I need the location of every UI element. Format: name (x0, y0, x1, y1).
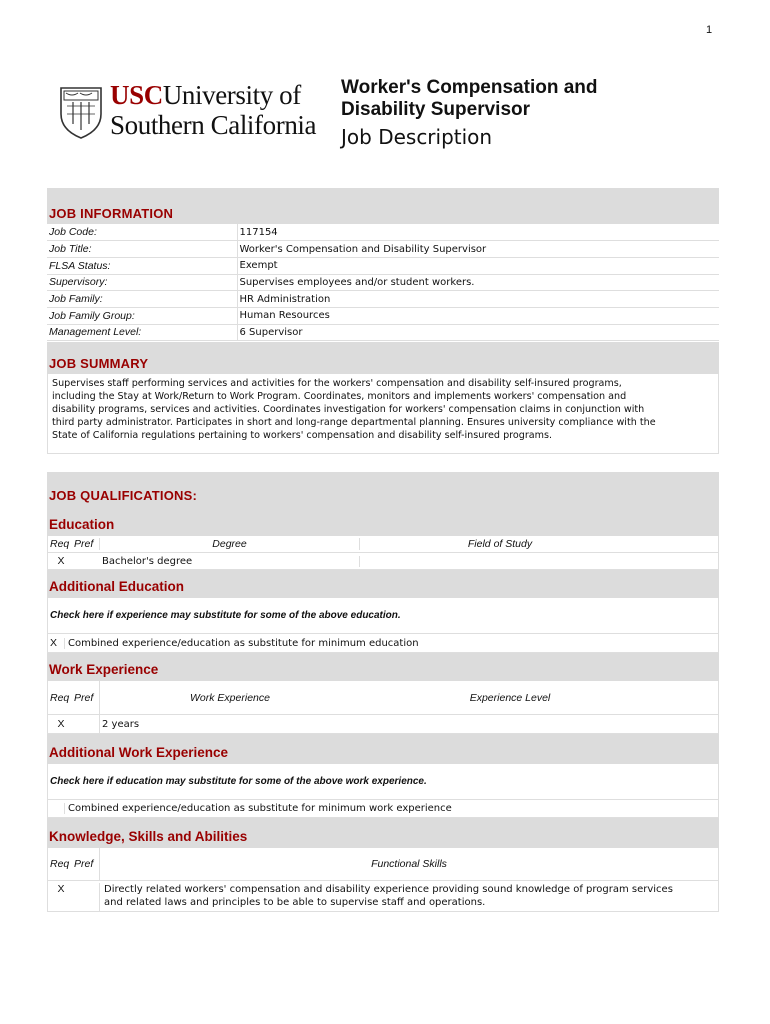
info-label: Job Title: (47, 241, 237, 258)
summary-line: including the Stay at Work/Return to Work Program. Coordinates, monitors and implements workers' compensation and (52, 391, 627, 402)
col-req: Req (50, 858, 70, 870)
summary-line: State of California regulations pertaining to workers' compensation and disability self-insured programs. (52, 430, 553, 441)
ksa-text (100, 883, 673, 909)
additional-work-experience-row (47, 800, 719, 818)
info-value: Exempt (237, 257, 719, 274)
logo-line-1 (110, 82, 301, 109)
additional-work-experience-header (47, 734, 719, 764)
additional-education-row (47, 634, 719, 653)
ksa-header-row (48, 848, 718, 881)
job-information-section (47, 188, 719, 341)
logo-usc: USC (110, 80, 163, 110)
table-row (47, 307, 719, 324)
table-row (47, 274, 719, 291)
education-heading: Education (49, 517, 115, 532)
usc-logo (58, 82, 328, 142)
col-pref: Pref (74, 848, 100, 880)
info-label: Supervisory: (47, 274, 237, 291)
education-degree: Bachelor's degree (100, 556, 360, 567)
job-summary-section (47, 342, 719, 454)
col-req: Req (50, 691, 70, 704)
info-label: FLSA Status: (47, 257, 237, 274)
summary-line: Supervises staff performing services and activities for the workers' compensation and disability self-insured programs, (52, 378, 622, 389)
additional-education-mark: X (50, 637, 58, 649)
additional-education-header (47, 570, 719, 598)
ksa-pref-mark (74, 883, 100, 911)
work-experience-header (47, 653, 719, 681)
logo-southern-california: Southern California (110, 110, 317, 140)
info-label: Management Level: (47, 324, 237, 341)
work-experience-table (47, 681, 719, 734)
job-information-heading: JOB INFORMATION (49, 206, 174, 221)
ksa-header (47, 818, 719, 848)
title-subtitle: Job Description (341, 125, 493, 149)
additional-education-text: Combined experience/education as substitute for minimum education (64, 638, 419, 649)
additional-education-heading: Additional Education (49, 579, 184, 594)
additional-work-experience-text: Combined experience/education as substitute for minimum work experience (64, 803, 452, 814)
table-row (48, 553, 718, 570)
ksa-line: and related laws and principles to be able to supervise staff and operations. (104, 897, 486, 908)
col-degree: Degree (100, 538, 360, 550)
col-field-of-study: Field of Study (467, 538, 533, 550)
work-experience-pref-mark (74, 715, 100, 733)
work-experience-value: 2 years (102, 718, 140, 730)
job-qualifications-header (47, 472, 719, 506)
ksa-table (47, 848, 719, 912)
col-req: Req (50, 538, 70, 550)
info-value: Human Resources (237, 307, 719, 324)
info-value: 6 Supervisor (237, 324, 719, 341)
col-work-experience: Work Experience (190, 691, 270, 704)
additional-work-experience-note-row (47, 764, 719, 800)
additional-work-experience-heading: Additional Work Experience (49, 745, 229, 760)
education-req-mark: X (57, 555, 65, 567)
job-information-header (47, 188, 719, 224)
summary-line: disability programs, services and activities. Coordinates investigation for workers' compensation claims in conjunction with (52, 404, 645, 415)
col-pref: Pref (74, 681, 100, 714)
document-title (341, 77, 721, 150)
usc-shield-icon (58, 84, 104, 140)
table-row (47, 224, 719, 241)
work-experience-header-row (48, 681, 718, 715)
additional-education-note-row (47, 598, 719, 634)
info-label: Job Family Group: (47, 307, 237, 324)
table-row (47, 241, 719, 258)
info-label: Job Code: (47, 224, 237, 241)
ksa-line: Directly related workers' compensation and disability experience providing sound knowledge of program services (104, 884, 673, 895)
title-line-2: Disability Supervisor (341, 99, 531, 120)
education-table (47, 536, 719, 570)
job-information-table (47, 224, 719, 341)
info-value: Worker's Compensation and Disability Supervisor (237, 241, 719, 258)
table-row (47, 324, 719, 341)
col-experience-level: Experience Level (469, 691, 551, 704)
page-number: 1 (706, 24, 713, 36)
info-value: 117154 (237, 224, 719, 241)
info-label: Job Family: (47, 291, 237, 308)
table-row (47, 291, 719, 308)
education-header-row (48, 536, 718, 553)
ksa-req-mark: X (57, 883, 65, 895)
info-value: Supervises employees and/or student workers. (237, 274, 719, 291)
ksa-heading: Knowledge, Skills and Abilities (49, 829, 248, 844)
title-line-1: Worker's Compensation and (341, 77, 598, 98)
job-qualifications-heading: JOB QUALIFICATIONS: (49, 488, 197, 503)
col-pref: Pref (74, 538, 100, 550)
logo-university-of: University of (162, 80, 301, 110)
additional-work-experience-note: Check here if education may substitute for some of the above work experience. (50, 776, 427, 787)
job-summary-heading: JOB SUMMARY (49, 356, 149, 371)
job-qualifications-section (47, 472, 719, 912)
col-functional-skills: Functional Skills (371, 858, 447, 870)
job-summary-text (47, 374, 719, 454)
table-row (48, 715, 718, 734)
work-experience-req-mark: X (57, 718, 65, 730)
summary-line: third party administrator. Participates in short and long-range departmental planning. Ensures university compliance with the (52, 417, 656, 428)
work-experience-heading: Work Experience (49, 662, 159, 677)
table-row (48, 881, 718, 912)
additional-education-note: Check here if experience may substitute for some of the above education. (50, 610, 401, 621)
info-value: HR Administration (237, 291, 719, 308)
job-summary-header (47, 342, 719, 374)
table-row (47, 257, 719, 274)
education-header (47, 506, 719, 536)
